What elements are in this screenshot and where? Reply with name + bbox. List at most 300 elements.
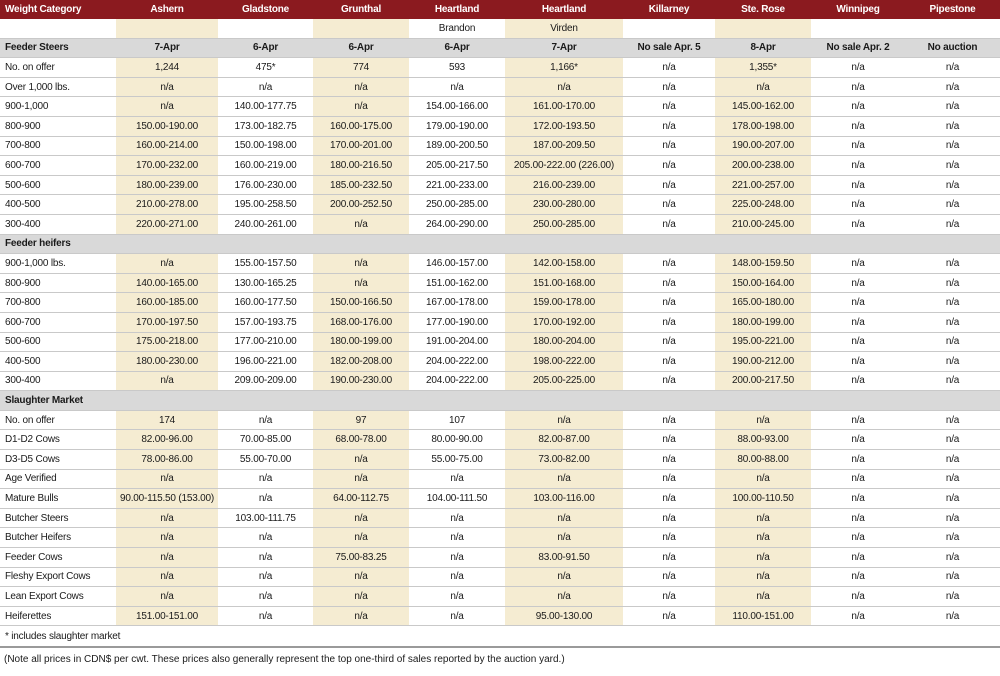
section-date-cell (715, 234, 811, 254)
price-cell: n/a (505, 77, 623, 97)
price-cell: n/a (409, 469, 505, 489)
price-cell: n/a (116, 371, 218, 391)
price-cell: 230.00-280.00 (505, 195, 623, 215)
price-cell: n/a (218, 548, 313, 568)
price-cell: n/a (905, 58, 1000, 78)
price-cell: n/a (505, 410, 623, 430)
price-cell: 142.00-158.00 (505, 254, 623, 274)
section-date-cell: No auction (905, 38, 1000, 58)
price-cell: n/a (623, 254, 715, 274)
price-cell: 64.00-112.75 (313, 489, 409, 509)
table-header (0, 0, 1000, 19)
row-label: Age Verified (0, 469, 116, 489)
row-label: 900-1,000 lbs. (0, 254, 116, 274)
price-cell: 95.00-130.00 (505, 606, 623, 626)
table-row (0, 489, 1000, 509)
price-cell: n/a (811, 528, 905, 548)
price-cell: n/a (905, 156, 1000, 176)
price-cell: 180.00-239.00 (116, 175, 218, 195)
price-cell: 160.00-185.00 (116, 293, 218, 313)
price-cell: 155.00-157.50 (218, 254, 313, 274)
price-cell: 82.00-96.00 (116, 430, 218, 450)
column-header-yard: Heartland (505, 0, 623, 19)
price-cell: n/a (905, 587, 1000, 607)
price-cell: 210.00-278.00 (116, 195, 218, 215)
price-cell: 190.00-212.00 (715, 352, 811, 372)
footnote: * includes slaughter market (0, 626, 1000, 648)
header-row (0, 0, 1000, 19)
section-date-cell: 6-Apr (409, 38, 505, 58)
price-cell: 180.00-204.00 (505, 332, 623, 352)
price-cell: n/a (905, 312, 1000, 332)
price-cell: 1,355* (715, 58, 811, 78)
price-cell: 205.00-222.00 (226.00) (505, 156, 623, 176)
price-cell: n/a (905, 214, 1000, 234)
row-label: No. on offer (0, 410, 116, 430)
price-cell: n/a (623, 606, 715, 626)
price-cell: n/a (623, 430, 715, 450)
column-header-category: Weight Category (0, 0, 116, 19)
price-cell: 593 (409, 58, 505, 78)
table-body (0, 19, 1000, 647)
table-row (0, 136, 1000, 156)
section-date-cell (715, 391, 811, 411)
price-cell: 475* (218, 58, 313, 78)
table-row (0, 548, 1000, 568)
price-cell: n/a (905, 450, 1000, 470)
price-cell: n/a (623, 332, 715, 352)
price-cell: 216.00-239.00 (505, 175, 623, 195)
row-label: Feeder Cows (0, 548, 116, 568)
price-cell: 190.00-230.00 (313, 371, 409, 391)
price-cell: n/a (623, 567, 715, 587)
price-cell: n/a (905, 116, 1000, 136)
location-cell (0, 19, 116, 38)
price-cell: 221.00-257.00 (715, 175, 811, 195)
price-cell: 1,244 (116, 58, 218, 78)
price-cell: 191.00-204.00 (409, 332, 505, 352)
price-cell: n/a (505, 567, 623, 587)
section-date-cell: 6-Apr (218, 38, 313, 58)
row-label: 700-800 (0, 136, 116, 156)
price-cell: 104.00-111.50 (409, 489, 505, 509)
price-cell: n/a (623, 195, 715, 215)
price-cell: 146.00-157.00 (409, 254, 505, 274)
price-cell: 205.00-225.00 (505, 371, 623, 391)
table-row (0, 195, 1000, 215)
location-cell (116, 19, 218, 38)
price-cell: 225.00-248.00 (715, 195, 811, 215)
price-cell: 150.00-164.00 (715, 273, 811, 293)
price-cell: n/a (811, 156, 905, 176)
price-cell: n/a (905, 254, 1000, 274)
column-header-yard: Grunthal (313, 0, 409, 19)
price-cell: n/a (905, 410, 1000, 430)
price-cell: n/a (623, 156, 715, 176)
price-cell: n/a (313, 273, 409, 293)
section-date-cell: 7-Apr (116, 38, 218, 58)
table-row (0, 293, 1000, 313)
row-label: Butcher Heifers (0, 528, 116, 548)
price-cell: n/a (715, 548, 811, 568)
price-cell: n/a (623, 293, 715, 313)
price-cell: n/a (905, 430, 1000, 450)
price-cell: 97 (313, 410, 409, 430)
price-cell: 159.00-178.00 (505, 293, 623, 313)
location-cell (811, 19, 905, 38)
price-cell: n/a (623, 97, 715, 117)
price-cell: n/a (116, 567, 218, 587)
row-label: Heiferettes (0, 606, 116, 626)
price-cell: 100.00-110.50 (715, 489, 811, 509)
price-cell: n/a (811, 214, 905, 234)
price-cell: n/a (116, 254, 218, 274)
price-cell: n/a (313, 254, 409, 274)
price-cell: n/a (116, 548, 218, 568)
row-label: 300-400 (0, 371, 116, 391)
table-row (0, 214, 1000, 234)
price-cell: n/a (623, 508, 715, 528)
price-cell: n/a (218, 606, 313, 626)
section-date-cell (409, 391, 505, 411)
price-cell: 88.00-93.00 (715, 430, 811, 450)
price-cell: 165.00-180.00 (715, 293, 811, 313)
price-note: (Note all prices in CDN$ per cwt. These prices also generally represent the top one-third of sales reported by the auction yard.) (4, 654, 565, 666)
price-cell: 55.00-70.00 (218, 450, 313, 470)
price-cell: 107 (409, 410, 505, 430)
price-cell: 177.00-190.00 (409, 312, 505, 332)
price-cell: n/a (905, 77, 1000, 97)
location-cell: Brandon (409, 19, 505, 38)
price-cell: n/a (623, 450, 715, 470)
section-date-cell (218, 391, 313, 411)
price-cell: n/a (313, 450, 409, 470)
price-cell: 190.00-207.00 (715, 136, 811, 156)
price-cell: n/a (905, 273, 1000, 293)
price-cell: n/a (623, 528, 715, 548)
column-header-yard: Pipestone (905, 0, 1000, 19)
section-date-cell (505, 234, 623, 254)
price-cell: n/a (811, 469, 905, 489)
location-cell (218, 19, 313, 38)
table-row (0, 410, 1000, 430)
price-cell: n/a (905, 136, 1000, 156)
price-cell: 180.00-199.00 (715, 312, 811, 332)
price-cell: n/a (811, 450, 905, 470)
price-cell: n/a (811, 254, 905, 274)
price-cell: n/a (905, 489, 1000, 509)
price-cell: 68.00-78.00 (313, 430, 409, 450)
column-header-yard: Killarney (623, 0, 715, 19)
price-cell: n/a (905, 606, 1000, 626)
row-label: 800-900 (0, 116, 116, 136)
price-cell: 173.00-182.75 (218, 116, 313, 136)
price-cell: 170.00-192.00 (505, 312, 623, 332)
price-cell: 160.00-219.00 (218, 156, 313, 176)
price-cell: 73.00-82.00 (505, 450, 623, 470)
row-label: 500-600 (0, 332, 116, 352)
price-cell: 160.00-177.50 (218, 293, 313, 313)
price-cell: 200.00-238.00 (715, 156, 811, 176)
price-cell: 170.00-197.50 (116, 312, 218, 332)
row-label: 300-400 (0, 214, 116, 234)
price-cell: 75.00-83.25 (313, 548, 409, 568)
price-cell: 179.00-190.00 (409, 116, 505, 136)
price-cell: 264.00-290.00 (409, 214, 505, 234)
price-cell: n/a (409, 508, 505, 528)
table-row (0, 371, 1000, 391)
price-cell: 151.00-168.00 (505, 273, 623, 293)
section-date-cell (905, 391, 1000, 411)
row-label: No. on offer (0, 58, 116, 78)
table-row (0, 332, 1000, 352)
price-cell: n/a (905, 371, 1000, 391)
section-header-row (0, 38, 1000, 58)
price-cell: n/a (409, 587, 505, 607)
price-cell: n/a (715, 410, 811, 430)
price-cell: n/a (505, 528, 623, 548)
price-cell: n/a (715, 508, 811, 528)
price-cell: n/a (409, 567, 505, 587)
column-header-yard: Winnipeg (811, 0, 905, 19)
section-date-cell: No sale Apr. 2 (811, 38, 905, 58)
price-cell: n/a (811, 77, 905, 97)
price-cell: 168.00-176.00 (313, 312, 409, 332)
price-cell: n/a (715, 469, 811, 489)
price-cell: n/a (218, 489, 313, 509)
table-row (0, 528, 1000, 548)
price-cell: n/a (905, 332, 1000, 352)
price-cell: 161.00-170.00 (505, 97, 623, 117)
price-cell: n/a (715, 528, 811, 548)
price-cell: n/a (218, 528, 313, 548)
section-title: Feeder heifers (0, 234, 116, 254)
price-cell: 80.00-90.00 (409, 430, 505, 450)
location-cell (905, 19, 1000, 38)
price-cell: n/a (218, 587, 313, 607)
price-cell: 175.00-218.00 (116, 332, 218, 352)
row-label: Over 1,000 lbs. (0, 77, 116, 97)
price-cell: n/a (905, 508, 1000, 528)
price-cell: 130.00-165.25 (218, 273, 313, 293)
price-cell: 187.00-209.50 (505, 136, 623, 156)
table-row (0, 58, 1000, 78)
price-cell: n/a (811, 352, 905, 372)
price-cell: n/a (116, 587, 218, 607)
section-date-cell (313, 234, 409, 254)
price-cell: 150.00-166.50 (313, 293, 409, 313)
price-cell: n/a (905, 567, 1000, 587)
price-cell: n/a (811, 195, 905, 215)
price-cell: n/a (218, 77, 313, 97)
price-cell: n/a (905, 528, 1000, 548)
table-row (0, 254, 1000, 274)
price-cell: n/a (905, 195, 1000, 215)
row-label: 600-700 (0, 312, 116, 332)
price-cell: 774 (313, 58, 409, 78)
price-cell: n/a (623, 587, 715, 607)
price-cell: 55.00-75.00 (409, 450, 505, 470)
price-cell: n/a (409, 548, 505, 568)
price-cell: 177.00-210.00 (218, 332, 313, 352)
price-cell: n/a (811, 175, 905, 195)
price-cell: 195.00-221.00 (715, 332, 811, 352)
table-row (0, 606, 1000, 626)
table-row (0, 450, 1000, 470)
price-cell: n/a (409, 77, 505, 97)
price-cell: 180.00-216.50 (313, 156, 409, 176)
price-cell: n/a (313, 587, 409, 607)
row-label: D1-D2 Cows (0, 430, 116, 450)
price-cell: n/a (811, 293, 905, 313)
column-header-yard: Ste. Rose (715, 0, 811, 19)
price-cell: n/a (811, 97, 905, 117)
price-cell: 148.00-159.50 (715, 254, 811, 274)
price-cell: n/a (811, 489, 905, 509)
price-cell: n/a (623, 410, 715, 430)
price-cell: 182.00-208.00 (313, 352, 409, 372)
price-cell: n/a (623, 489, 715, 509)
price-cell: n/a (905, 469, 1000, 489)
price-cell: 160.00-175.00 (313, 116, 409, 136)
price-cell: n/a (313, 528, 409, 548)
price-cell: 200.00-217.50 (715, 371, 811, 391)
price-cell: n/a (313, 469, 409, 489)
section-date-cell (811, 391, 905, 411)
price-cell: n/a (905, 352, 1000, 372)
row-label: Fleshy Export Cows (0, 567, 116, 587)
price-cell: 70.00-85.00 (218, 430, 313, 450)
price-cell: n/a (811, 136, 905, 156)
row-label: 800-900 (0, 273, 116, 293)
price-cell: n/a (811, 548, 905, 568)
price-cell: 167.00-178.00 (409, 293, 505, 313)
price-cell: 185.00-232.50 (313, 175, 409, 195)
price-cell: n/a (623, 312, 715, 332)
price-cell: 250.00-285.00 (409, 195, 505, 215)
price-cell: 170.00-201.00 (313, 136, 409, 156)
section-date-cell (313, 391, 409, 411)
table-row (0, 508, 1000, 528)
price-cell: 80.00-88.00 (715, 450, 811, 470)
row-label: D3-D5 Cows (0, 450, 116, 470)
price-cell: n/a (623, 469, 715, 489)
price-cell: 157.00-193.75 (218, 312, 313, 332)
price-cell: 160.00-214.00 (116, 136, 218, 156)
table-row (0, 175, 1000, 195)
price-cell: n/a (905, 548, 1000, 568)
price-cell: n/a (218, 410, 313, 430)
price-cell: n/a (313, 97, 409, 117)
price-cell: n/a (811, 410, 905, 430)
price-cell: 198.00-222.00 (505, 352, 623, 372)
price-cell: 140.00-177.75 (218, 97, 313, 117)
price-cell: n/a (623, 136, 715, 156)
price-cell: n/a (116, 77, 218, 97)
price-cell: 221.00-233.00 (409, 175, 505, 195)
table-row (0, 587, 1000, 607)
row-label: Lean Export Cows (0, 587, 116, 607)
price-cell: n/a (623, 352, 715, 372)
price-cell: n/a (623, 273, 715, 293)
price-cell: n/a (116, 528, 218, 548)
row-label: 700-800 (0, 293, 116, 313)
price-cell: n/a (313, 214, 409, 234)
price-cell: n/a (505, 469, 623, 489)
price-cell: 145.00-162.00 (715, 97, 811, 117)
price-cell: n/a (811, 567, 905, 587)
footnote-row (0, 626, 1000, 648)
price-cell: n/a (811, 58, 905, 78)
section-date-cell: 8-Apr (715, 38, 811, 58)
price-cell: 195.00-258.50 (218, 195, 313, 215)
price-cell: 78.00-86.00 (116, 450, 218, 470)
price-cell: 174 (116, 410, 218, 430)
price-cell: n/a (811, 371, 905, 391)
section-header-row (0, 234, 1000, 254)
row-label: 400-500 (0, 352, 116, 372)
price-cell: 189.00-200.50 (409, 136, 505, 156)
section-date-cell: 7-Apr (505, 38, 623, 58)
price-cell: 103.00-111.75 (218, 508, 313, 528)
price-cell: 205.00-217.50 (409, 156, 505, 176)
price-cell: 178.00-198.00 (715, 116, 811, 136)
price-cell: n/a (811, 312, 905, 332)
section-date-cell (116, 234, 218, 254)
table-row (0, 352, 1000, 372)
table-row (0, 116, 1000, 136)
column-header-yard: Heartland (409, 0, 505, 19)
price-cell: 90.00-115.50 (153.00) (116, 489, 218, 509)
location-subheader-row (0, 19, 1000, 38)
price-cell: 151.00-162.00 (409, 273, 505, 293)
price-cell: n/a (811, 116, 905, 136)
price-cell: n/a (116, 469, 218, 489)
price-cell: 154.00-166.00 (409, 97, 505, 117)
price-cell: n/a (313, 77, 409, 97)
row-label: Butcher Steers (0, 508, 116, 528)
table-row (0, 156, 1000, 176)
price-cell: n/a (811, 430, 905, 450)
price-cell: n/a (116, 508, 218, 528)
section-header-row (0, 391, 1000, 411)
price-cell: 240.00-261.00 (218, 214, 313, 234)
table-row (0, 97, 1000, 117)
price-cell: n/a (623, 58, 715, 78)
row-label: Mature Bulls (0, 489, 116, 509)
price-cell: 204.00-222.00 (409, 352, 505, 372)
price-cell: 176.00-230.00 (218, 175, 313, 195)
price-cell: 172.00-193.50 (505, 116, 623, 136)
price-cell: n/a (116, 97, 218, 117)
price-cell: n/a (623, 214, 715, 234)
price-cell: 1,166* (505, 58, 623, 78)
row-label: 600-700 (0, 156, 116, 176)
price-cell: n/a (623, 548, 715, 568)
price-cell: 210.00-245.00 (715, 214, 811, 234)
section-date-cell (409, 234, 505, 254)
table-row (0, 567, 1000, 587)
section-date-cell (116, 391, 218, 411)
location-cell (715, 19, 811, 38)
price-cell: 180.00-199.00 (313, 332, 409, 352)
price-cell: n/a (905, 175, 1000, 195)
row-label: 500-600 (0, 175, 116, 195)
price-cell: 150.00-190.00 (116, 116, 218, 136)
price-cell: 140.00-165.00 (116, 273, 218, 293)
price-cell: n/a (218, 567, 313, 587)
section-date-cell (623, 234, 715, 254)
